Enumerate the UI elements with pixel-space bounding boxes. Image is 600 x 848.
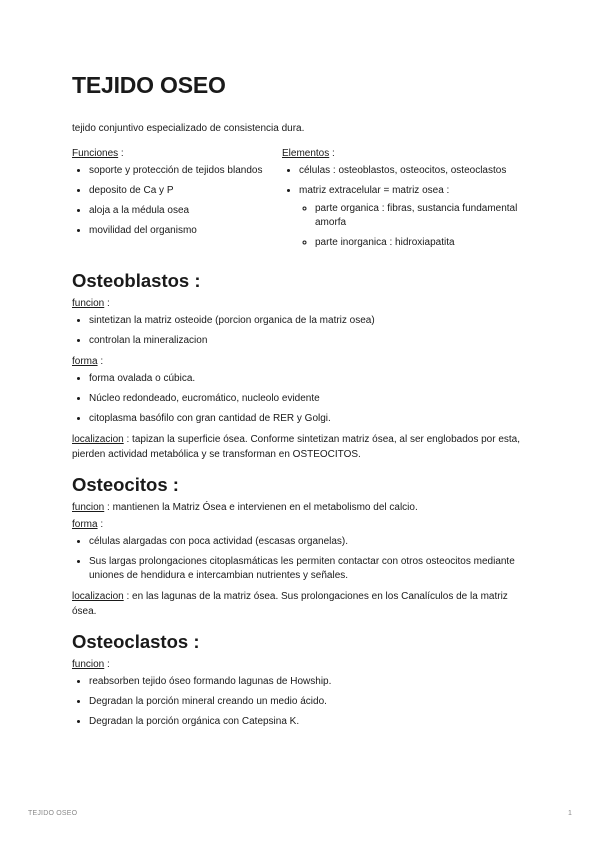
funciones-heading [72,146,268,161]
list-item: • aloja a la médula osea [89,204,268,218]
osteocitos-section [72,474,532,619]
osteoblastos-funcion-list [72,314,532,348]
funcion-text: : mantienen la Matriz Ósea e intervienen en el metabolismo del calcio. [104,502,418,513]
funciones-label: Funciones [72,148,119,159]
intro-text: tejido conjuntivo especializado de consistencia dura. [72,123,305,134]
osteoblastos-forma-heading [72,354,532,369]
elementos-column [282,146,532,256]
localizacion-label: localizacion [72,434,124,445]
osteocitos-forma-heading [72,517,532,532]
osteoblastos-heading: Osteoblastos : [72,270,201,291]
osteoblastos-section [72,270,532,462]
forma-suffix: : [97,519,104,530]
funcion-label: funcion [72,298,105,309]
funciones-suffix: : [118,148,124,159]
funciones-column [72,146,268,256]
list-item: • reabsorben tejido óseo formando lagunas de Howship. [89,675,532,689]
funcion-suffix: : [104,659,110,670]
list-item: • Sus largas prolongaciones citoplasmáticas les permiten contactar con otros osteocitos mediante uniones de hendidura e intercambian nutrientes y señales. [89,555,532,583]
overview-columns [72,146,532,256]
osteoblastos-funcion-heading [72,296,532,311]
osteocitos-heading: Osteocitos : [72,474,179,495]
forma-label: forma [72,356,98,367]
elementos-suffix: : [329,148,335,159]
list-item: • soporte y protección de tejidos blandos [89,164,268,178]
osteoblastos-localizacion [72,432,532,462]
forma-suffix: : [97,356,104,367]
funcion-label: funcion [72,659,105,670]
osteoclastos-funcion-heading [72,657,532,672]
list-item: • células alargadas con poca actividad (escasas organelas). [89,535,532,549]
localizacion-label: localizacion [72,591,124,602]
osteoclastos-heading: Osteoclastos : [72,631,200,652]
sublist-item: ◦ parte organica : fibras, sustancia fundamental amorfa [315,202,532,230]
list-item: • células : osteoblastos, osteocitos, osteoclastos [299,164,532,178]
list-item-text: matriz extracelular = matriz osea : [299,185,450,196]
elementos-label: Elementos [282,148,330,159]
funcion-suffix: : [104,298,110,309]
footer-document-title: TEJIDO OSEO [28,810,78,817]
localizacion-text: : en las lagunas de la matriz ósea. Sus prolongaciones en los Canalículos de la matriz ósea. [72,591,508,617]
osteoclastos-funcion-list [72,675,532,729]
elementos-list [282,164,532,250]
document-page [72,72,532,741]
osteoclastos-section [72,631,532,729]
sublist-item: ◦ parte inorganica : hidroxiapatita [315,236,532,250]
list-item: • Degradan la porción orgánica con Catepsina K. [89,715,532,729]
forma-label: forma [72,519,98,530]
funcion-label: funcion [72,502,105,513]
osteoblastos-forma-list [72,372,532,426]
matriz-sublist [299,202,532,250]
document-title: TEJIDO OSEO [72,72,226,98]
localizacion-text: : tapizan la superficie ósea. Conforme sintetizan matriz ósea, al ser englobados por esta, pierden actividad metabólica y se transforman en OSTEOCITOS. [72,434,521,460]
list-item: • Núcleo redondeado, eucromático, nucleolo evidente [89,392,532,406]
list-item: • movilidad del organismo [89,224,268,238]
funciones-list [72,164,268,238]
osteocitos-forma-list [72,535,532,583]
list-item [299,184,532,250]
list-item: • deposito de Ca y P [89,184,268,198]
list-item: • citoplasma basófilo con gran cantidad de RER y Golgi. [89,412,532,426]
elementos-heading [282,146,532,161]
footer-page-number: 1 [568,810,572,817]
list-item: • controlan la mineralizacion [89,334,532,348]
osteocitos-localizacion [72,589,532,619]
osteocitos-funcion [72,500,532,515]
list-item: • sintetizan la matriz osteoide (porcion organica de la matriz osea) [89,314,532,328]
list-item: • forma ovalada o cúbica. [89,372,532,386]
list-item: • Degradan la porción mineral creando un medio ácido. [89,695,532,709]
